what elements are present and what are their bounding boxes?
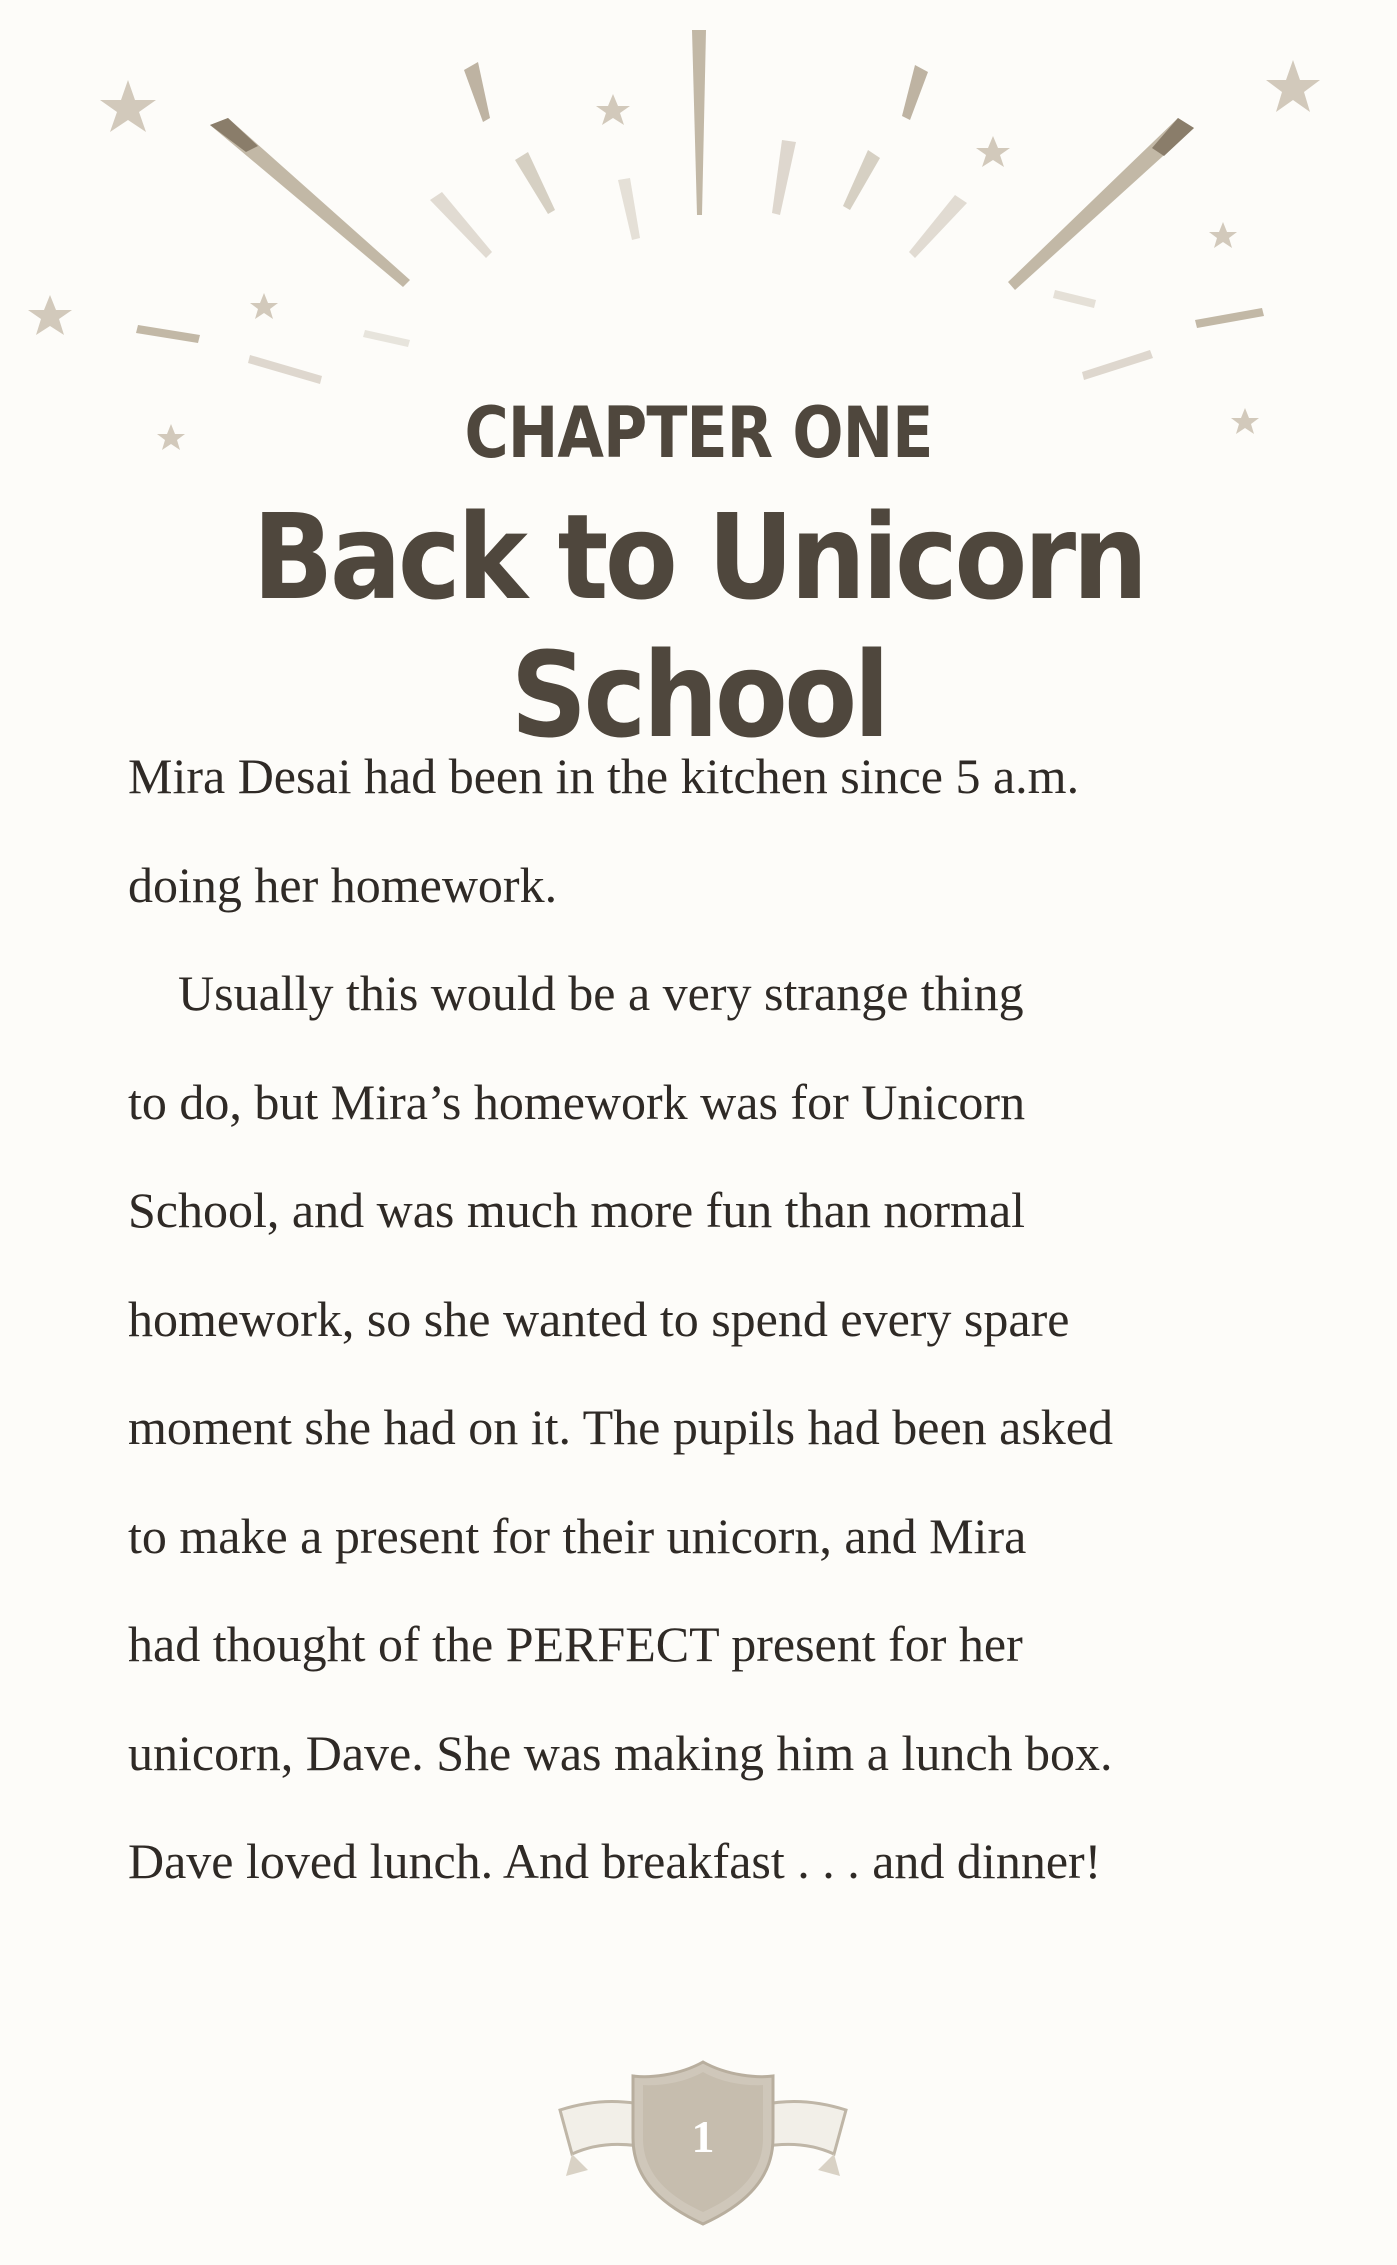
page-number-badge	[558, 2058, 848, 2228]
body-line: doing her homework.	[128, 856, 558, 913]
body-line: unicorn, Dave. She was making him a lunch box.	[128, 1724, 1113, 1781]
body-line: to make a present for their unicorn, and Mira	[128, 1507, 1027, 1564]
body-line: School, and was much more fun than normal	[128, 1182, 1026, 1238]
body-line: homework, so she wanted to spend every spare	[128, 1290, 1070, 1347]
body-line: had thought of the PERFECT present for her	[128, 1616, 1023, 1672]
chapter-body	[128, 722, 1288, 1916]
body-line: moment she had on it. The pupils had been asked	[128, 1399, 1113, 1455]
body-line: Usually this would be a very strange thing	[178, 965, 1024, 1021]
page-number: 1	[691, 2111, 715, 2162]
chapter-label: CHAPTER ONE	[464, 392, 933, 474]
body-line: to do, but Mira’s homework was for Unicorn	[128, 1073, 1026, 1130]
body-line: Dave loved lunch. And breakfast . . . and dinner!	[128, 1833, 1102, 1889]
body-line: Mira Desai had been in the kitchen since 5 a.m.	[128, 748, 1080, 804]
chapter-title: Back to Unicorn School	[252, 488, 1145, 764]
